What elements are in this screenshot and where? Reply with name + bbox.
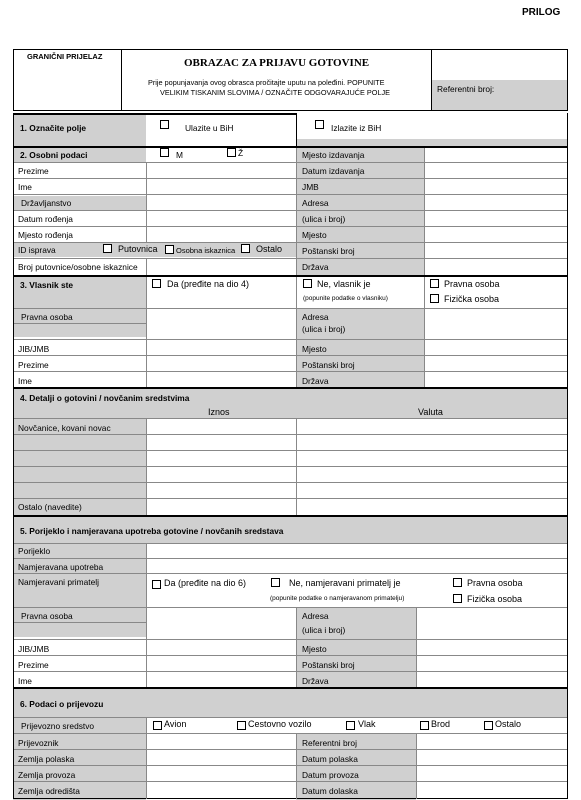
primatelj-label: Namjeravani primatelj xyxy=(18,577,99,587)
primatelj-fizicka-label: Fizička osoba xyxy=(467,594,523,604)
vlasnik-fizicka-checkbox[interactable] xyxy=(430,294,439,303)
primatelj-ne-label: Ne, namjeravani primatelj je xyxy=(289,578,401,588)
primatelj-ne-sub: (popunite podatke o namjeravanom primatelju) xyxy=(270,595,405,602)
mjesto-label: Mjesto xyxy=(302,230,327,240)
sredstvo-label: Prijevozno sredstvo xyxy=(21,721,95,731)
gender-m-checkbox[interactable] xyxy=(160,148,169,157)
ostalo-prijevoz-label: Ostalo xyxy=(495,719,522,729)
s3-title: 3. Vlasnik ste xyxy=(20,280,74,290)
iznos-header: Iznos xyxy=(208,407,230,417)
vlak-checkbox[interactable] xyxy=(346,721,355,730)
datum-provoza-label: Datum provoza xyxy=(302,770,359,780)
primatelj-pravna-checkbox[interactable] xyxy=(453,578,462,587)
s3-adresa-label: Adresa xyxy=(302,312,329,322)
mjesto-rodenja-label: Mjesto rođenja xyxy=(18,230,73,240)
instruction-2: VELIKIM TISKANIM SLOVIMA / OZNAČITE ODGOVARAJUĆE POLJE xyxy=(160,88,391,97)
form-title: OBRAZAC ZA PRIJAVU GOTOVINE xyxy=(184,57,370,69)
vlak-label: Vlak xyxy=(358,719,376,729)
s5-adresa-label: Adresa xyxy=(302,611,329,621)
vlasnik-fizicka-label: Fizička osoba xyxy=(444,294,500,304)
s3-ime-label: Ime xyxy=(18,376,32,386)
valuta-header: Valuta xyxy=(418,407,443,417)
instruction-1: Prije popunjavanja ovog obrasca pročitajte uputu na poleđini. POPUNITE xyxy=(148,78,385,87)
s5-mjesto-label: Mjesto xyxy=(302,644,327,654)
ostalo-id-label: Ostalo xyxy=(256,244,283,254)
s5-ime-label: Ime xyxy=(18,676,32,686)
broj-putovnice-label: Broj putovnice/osobne iskaznice xyxy=(18,262,138,272)
avion-label: Avion xyxy=(164,719,187,729)
izlaz-label: Izlazite iz BiH xyxy=(331,123,382,133)
primatelj-da-label: Da (pređite na dio 6) xyxy=(164,578,247,588)
osobna-label: Osobna iskaznica xyxy=(176,246,236,255)
s4-title: 4. Detalji o gotovini / novčanim sredstvima xyxy=(20,393,190,403)
brod-checkbox[interactable] xyxy=(420,721,429,730)
s1-title: 1. Označite polje xyxy=(20,123,87,133)
s5-prezime-label: Prezime xyxy=(18,660,49,670)
s3-drzava-label: Država xyxy=(302,376,329,386)
s3-jib-label: JIB/JMB xyxy=(18,344,50,354)
s3-prezime-label: Prezime xyxy=(18,360,49,370)
ostalo-navedite-label: Ostalo (navedite) xyxy=(18,502,82,512)
vlasnik-ne-sub: (popunite podatke o vlasniku) xyxy=(303,295,388,302)
s2-title: 2. Osobni podaci xyxy=(20,150,88,160)
ulaz-label: Ulazite u BiH xyxy=(185,123,234,133)
ostalo-prijevoz-checkbox[interactable] xyxy=(484,721,493,730)
upotreba-label: Namjeravana upotreba xyxy=(18,562,104,572)
vlasnik-pravna-label: Pravna osoba xyxy=(444,279,500,289)
drzavljanstvo-label: Državljanstvo xyxy=(21,198,72,208)
primatelj-pravna-label: Pravna osoba xyxy=(467,578,523,588)
granicni-label: GRANIČNI PRIJELAZ xyxy=(27,52,103,61)
s5-ulica-label: (ulica i broj) xyxy=(302,625,346,635)
datum-rodenja-label: Datum rođenja xyxy=(18,214,73,224)
datum-polaska-label: Datum polaska xyxy=(302,754,358,764)
drzava-label: Država xyxy=(302,262,329,272)
zemlja-odredista-label: Zemlja odredišta xyxy=(18,786,80,796)
gender-z-checkbox[interactable] xyxy=(227,148,236,157)
osobna-checkbox[interactable] xyxy=(165,245,174,254)
cestovno-label: Cestovno vozilo xyxy=(248,719,312,729)
ulaz-checkbox[interactable] xyxy=(160,120,169,129)
vlasnik-ne-checkbox[interactable] xyxy=(303,279,312,288)
datum-dolaska-label: Datum dolaska xyxy=(302,786,358,796)
ref-label: Referentni broj: xyxy=(437,84,495,94)
vlasnik-da-label: Da (pređite na dio 4) xyxy=(167,279,250,289)
gender-z-label: Ž xyxy=(238,148,244,158)
s5-drzava-label: Država xyxy=(302,676,329,686)
novcanice-label: Novčanice, kovani novac xyxy=(18,423,111,433)
porijeklo-label: Porijeklo xyxy=(18,546,51,556)
referentni-broj-label: Referentni broj xyxy=(302,738,357,748)
jmb-label: JMB xyxy=(302,182,319,192)
izlaz-checkbox[interactable] xyxy=(315,120,324,129)
mjesto-izdavanja-label: Mjesto izdavanja xyxy=(302,150,365,160)
putovnica-label: Putovnica xyxy=(118,244,158,254)
vlasnik-ne-label: Ne, vlasnik je xyxy=(317,279,371,289)
s5-jib-label: JIB/JMB xyxy=(18,644,50,654)
s5-pravna-osoba-label: Pravna osoba xyxy=(21,611,73,621)
s5-title: 5. Porijeklo i namjeravana upotreba gotovine / novčanih sredstava xyxy=(20,526,284,536)
cestovno-checkbox[interactable] xyxy=(237,721,246,730)
adresa-label: Adresa xyxy=(302,198,329,208)
id-isprava-label: ID isprava xyxy=(18,245,56,255)
s3-mjesto-label: Mjesto xyxy=(302,344,327,354)
ostalo-id-checkbox[interactable] xyxy=(241,244,250,253)
s3-postanski-label: Poštanski broj xyxy=(302,360,355,370)
zemlja-polaska-label: Zemlja polaska xyxy=(18,754,75,764)
brod-label: Brod xyxy=(431,719,451,729)
prezime-label: Prezime xyxy=(18,166,49,176)
putovnica-checkbox[interactable] xyxy=(103,244,112,253)
gender-m-label: M xyxy=(176,150,183,160)
s3-ulica-label: (ulica i broj) xyxy=(302,324,346,334)
s6-title: 6. Podaci o prijevozu xyxy=(20,699,104,709)
ime-label: Ime xyxy=(18,182,32,192)
prijevoznik-label: Prijevoznik xyxy=(18,738,59,748)
s5-postanski-label: Poštanski broj xyxy=(302,660,355,670)
zemlja-provoza-label: Zemlja provoza xyxy=(18,770,76,780)
primatelj-ne-checkbox[interactable] xyxy=(271,578,280,587)
avion-checkbox[interactable] xyxy=(153,721,162,730)
postanski-label: Poštanski broj xyxy=(302,246,355,256)
datum-izdavanja-label: Datum izdavanja xyxy=(302,166,365,176)
vlasnik-da-checkbox[interactable] xyxy=(152,279,161,288)
vlasnik-pravna-checkbox[interactable] xyxy=(430,279,439,288)
primatelj-da-checkbox[interactable] xyxy=(152,580,161,589)
s3-pravna-osoba-label: Pravna osoba xyxy=(21,312,73,322)
primatelj-fizicka-checkbox[interactable] xyxy=(453,594,462,603)
ulica-label: (ulica i broj) xyxy=(302,214,346,224)
prilog-label: PRILOG xyxy=(522,7,561,18)
